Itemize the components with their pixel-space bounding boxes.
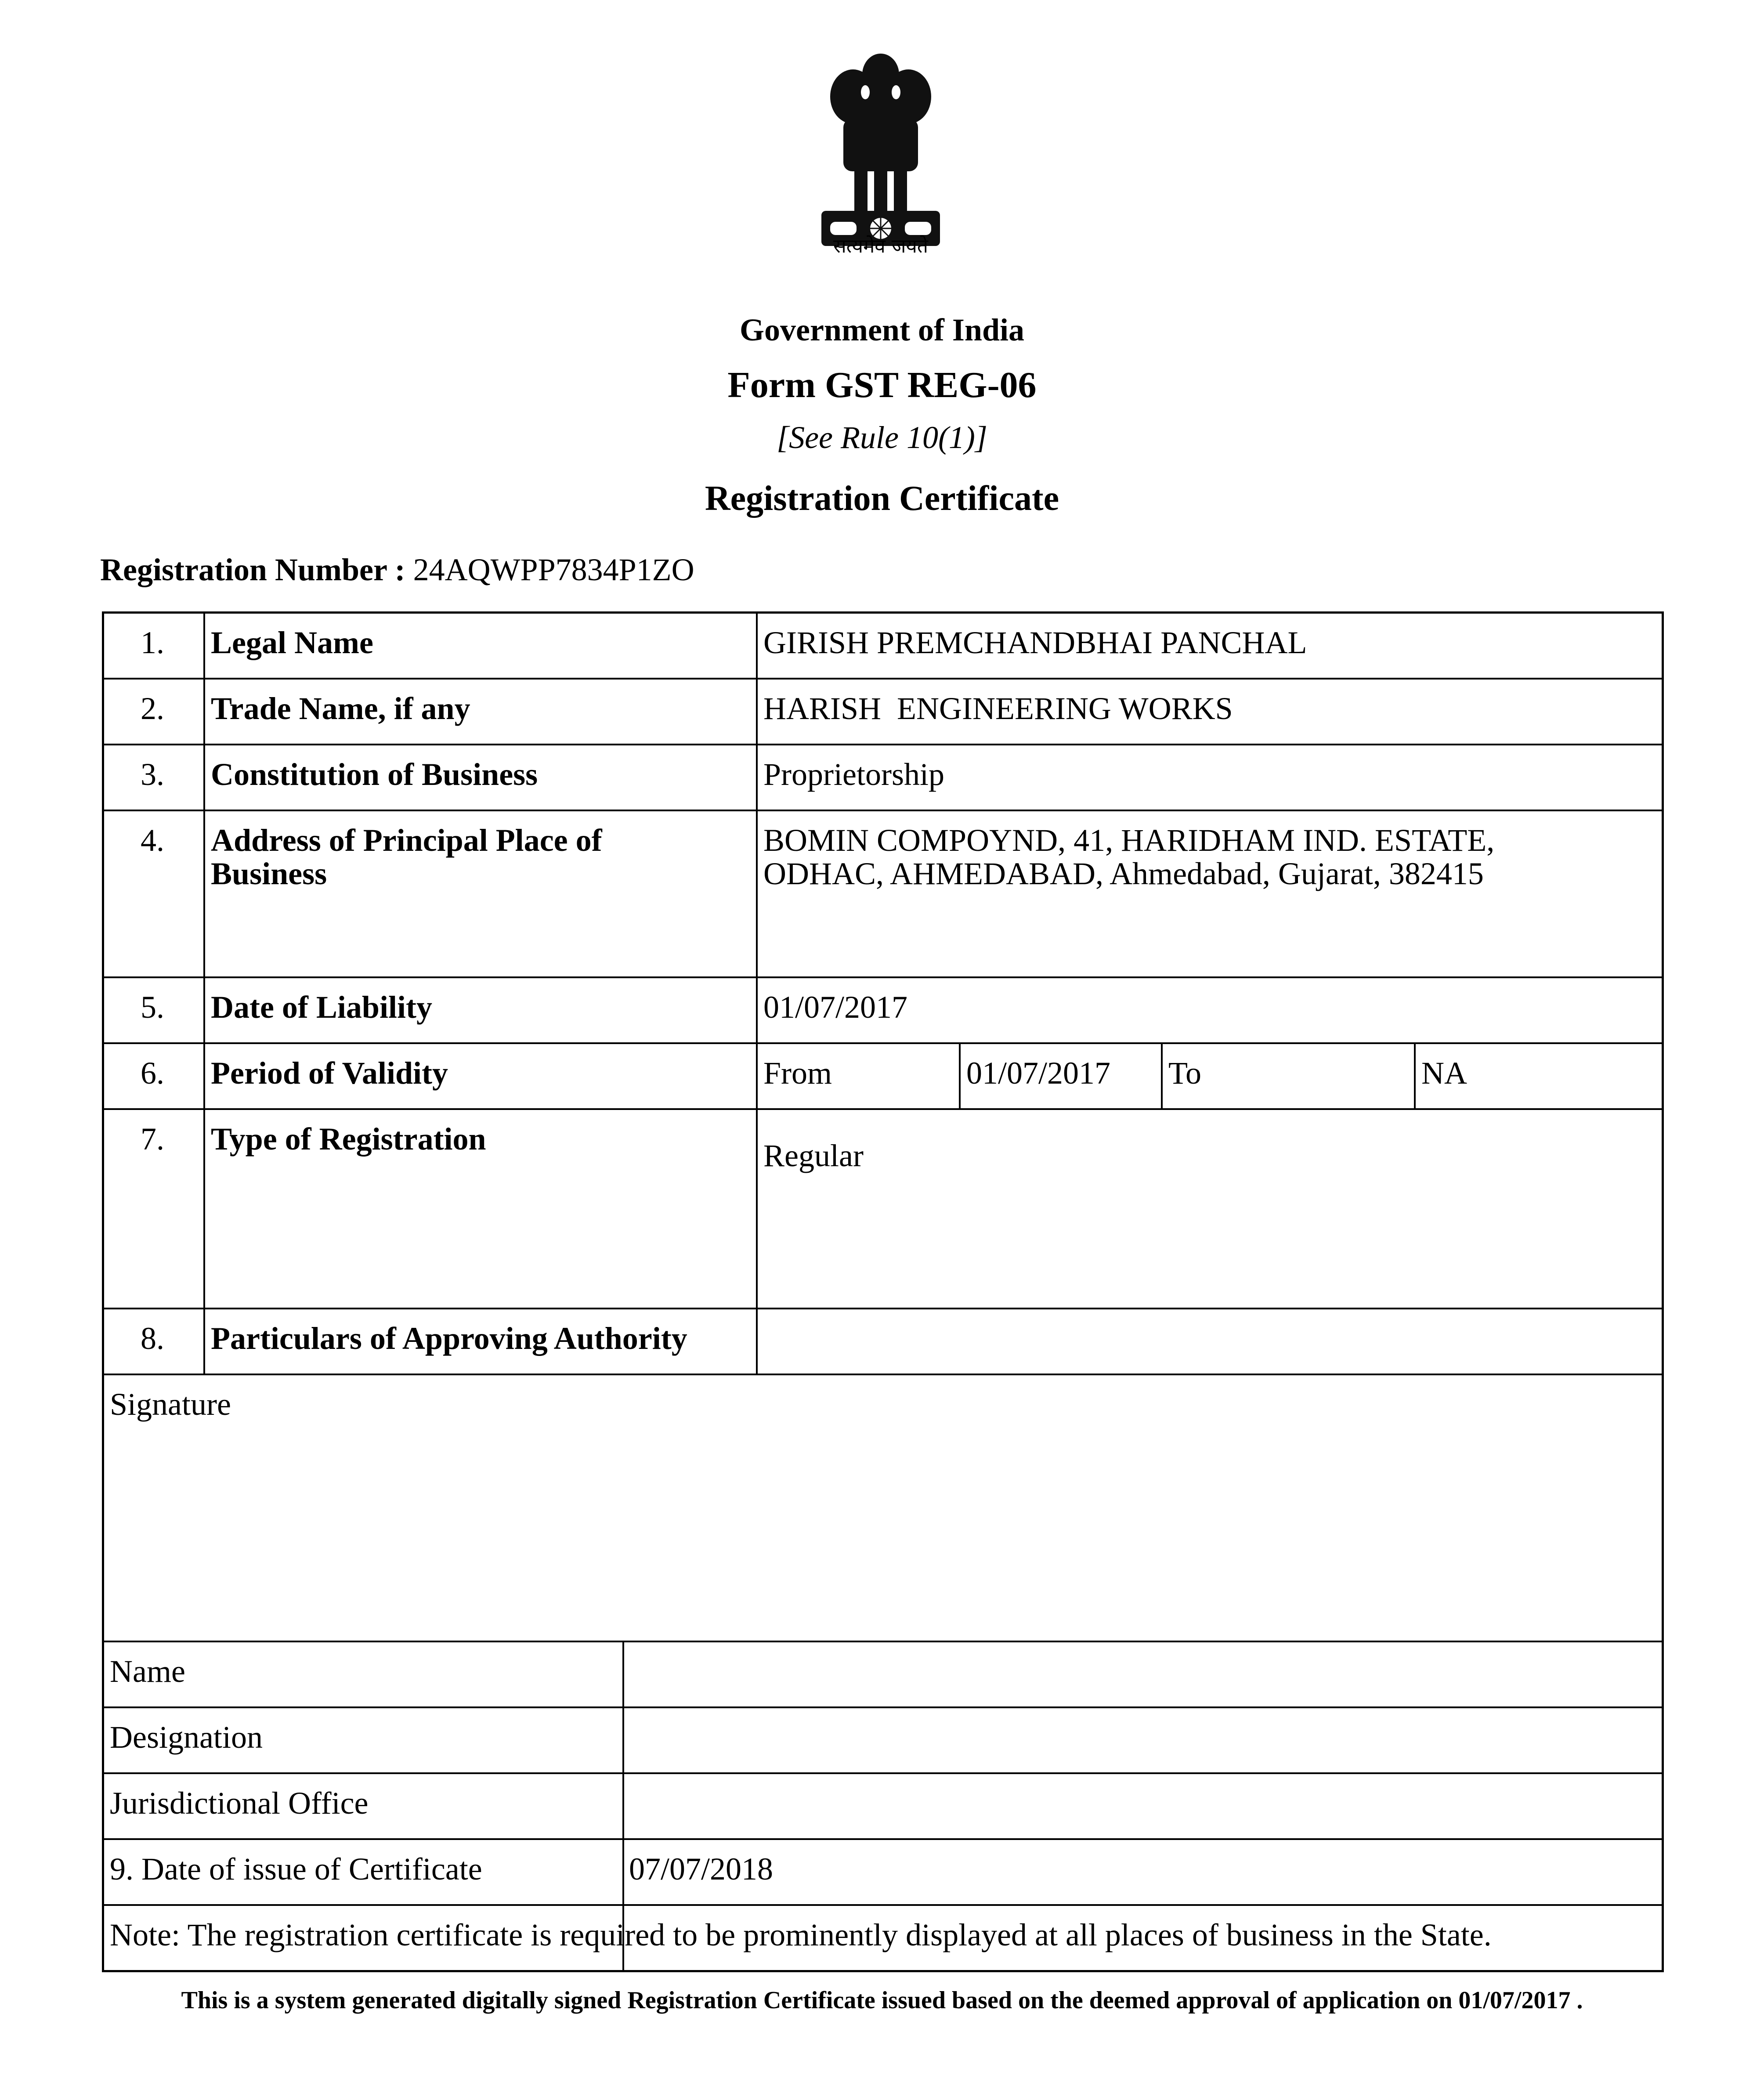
government-heading: Government of India (740, 312, 1024, 347)
legal-name-value: GIRISH PREMCHANDBHAI PANCHAL (763, 625, 1307, 660)
row-1-number: 1. (141, 625, 164, 660)
type-of-registration-value: Regular (763, 1138, 864, 1173)
name-label: Name (110, 1654, 185, 1689)
signature-label: Signature (110, 1387, 231, 1422)
date-of-liability-label: Date of Liability (211, 990, 432, 1025)
row-2-number: 2. (141, 691, 164, 726)
validity-from-value: 01/07/2017 (966, 1056, 1111, 1091)
registration-number-label: Registration Number : (100, 552, 405, 587)
address-value-line2: ODHAC, AHMEDABAD, Ahmedabad, Gujarat, 382415 (763, 856, 1484, 891)
registration-number-value: 24AQWPP7834P1ZO (413, 552, 694, 587)
trade-name-value: HARISH ENGINEERING WORKS (763, 691, 1233, 726)
certificate-title: Registration Certificate (705, 479, 1059, 518)
designation-label: Designation (110, 1720, 263, 1755)
emblem-motto: सत्यमेव जयते (833, 235, 929, 257)
validity-to-label: To (1168, 1056, 1201, 1091)
issue-date-value: 07/07/2018 (629, 1851, 774, 1887)
trade-name-label: Trade Name, if any (211, 691, 470, 726)
rule-reference: [See Rule 10(1)] (777, 420, 987, 455)
address-label-line2: Business (211, 856, 327, 891)
row-3-number: 3. (141, 757, 164, 792)
display-note: Note: The registration certificate is required to be prominently displayed at all places of business in the State. (110, 1917, 1492, 1952)
lion-capital-icon (813, 48, 949, 250)
validity-from-label: From (763, 1056, 832, 1091)
legal-name-label: Legal Name (211, 625, 373, 660)
approving-authority-label: Particulars of Approving Authority (211, 1321, 687, 1356)
validity-to-value: NA (1421, 1056, 1467, 1091)
type-of-registration-label: Type of Registration (211, 1121, 486, 1157)
row-5-number: 5. (141, 990, 164, 1025)
form-title: Form GST REG-06 (727, 365, 1037, 405)
date-of-liability-value: 01/07/2017 (763, 990, 908, 1025)
constitution-value: Proprietorship (763, 757, 944, 792)
registration-number (100, 552, 694, 588)
row-7-number: 7. (141, 1121, 164, 1157)
row-8-number: 8. (141, 1321, 164, 1356)
row-4-number: 4. (141, 823, 164, 858)
jurisdictional-office-label: Jurisdictional Office (110, 1786, 369, 1821)
period-of-validity-label: Period of Validity (211, 1056, 448, 1091)
certificate-table (102, 611, 1664, 1972)
row-6-number: 6. (141, 1056, 164, 1091)
issue-date-label: 9. Date of issue of Certificate (110, 1851, 482, 1887)
system-generated-footer: This is a system generated digitally signed Registration Certificate issued based on the deemed approval of application on 01/07/2017 . (181, 1987, 1583, 2014)
constitution-label: Constitution of Business (211, 757, 538, 792)
address-label-line1: Address of Principal Place of (211, 823, 602, 858)
address-value-line1: BOMIN COMPOYND, 41, HARIDHAM IND. ESTATE, (763, 823, 1495, 858)
